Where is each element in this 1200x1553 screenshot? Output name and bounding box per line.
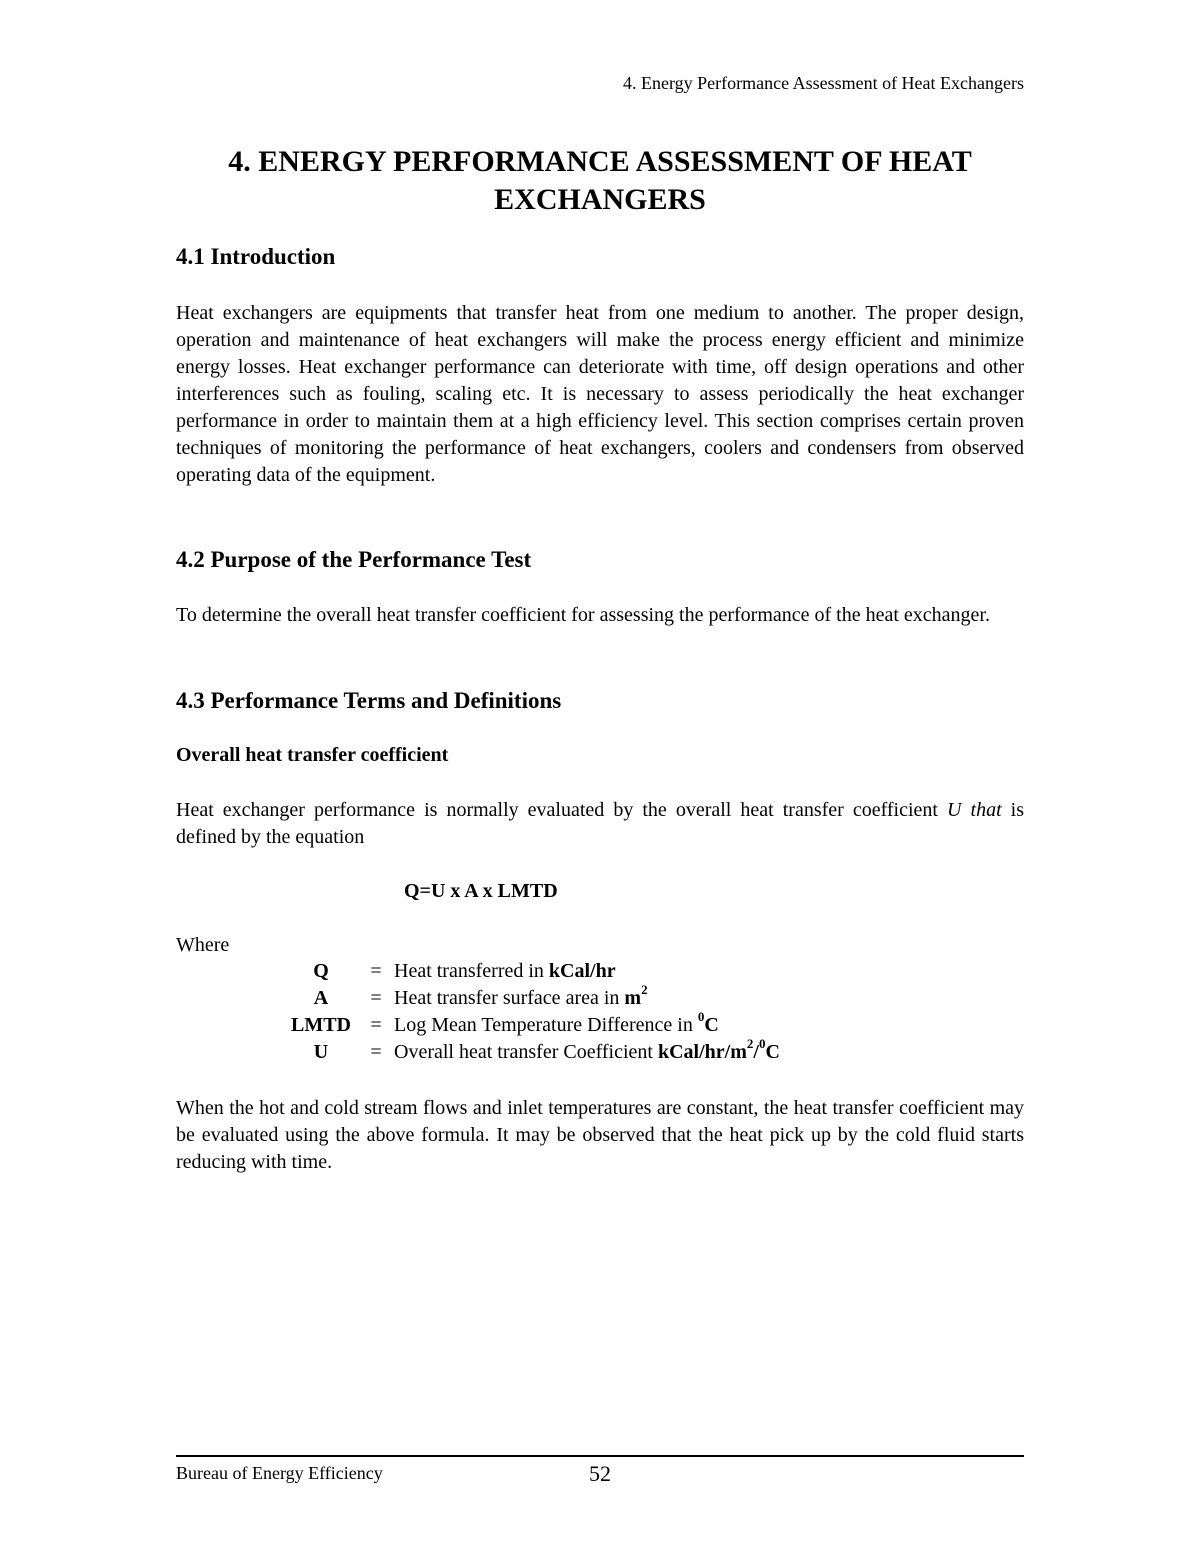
definition-row-u: [276, 1036, 976, 1066]
section-heading-purpose: 4.2 Purpose of the Performance Test: [176, 547, 532, 572]
section-heading-introduction: 4.1 Introduction: [176, 244, 336, 269]
unit: kCal/hr: [548, 960, 616, 982]
unit: kCal/hr/m: [657, 1041, 747, 1063]
chapter-title-line-2: EXCHANGERS: [494, 183, 706, 216]
unit-superscript: 0: [697, 1009, 705, 1025]
definition-text: [394, 1009, 719, 1039]
equals-sign: =: [370, 1014, 382, 1036]
equals-sign: =: [370, 960, 382, 982]
unit: m: [624, 987, 642, 1009]
definition-row-a: [276, 982, 976, 1012]
definition-text: [394, 1036, 780, 1066]
subheading-overall-coefficient: Overall heat transfer coefficient: [176, 744, 449, 766]
unit: C: [704, 1014, 719, 1036]
symbol: LMTD: [291, 1014, 351, 1036]
running-header: 4. Energy Performance Assessment of Heat Exchangers: [622, 73, 1024, 93]
document-page: [176, 0, 1024, 1553]
introduction-paragraph: Heat exchangers are equipments that transfer heat from one medium to another. The proper design, operation and maintenance of heat exchangers will make the process energy efficient and minimize energy losses. Heat exchanger performance can deteriorate with time, off design operations and other interferences such as fouling, scaling etc. It is necessary to assess periodically the heat exchanger performance in order to maintain them at a high efficiency level. This section comprises certain proven techniques of monitoring the performance of heat exchangers, coolers and condensers from observed operating data of the equipment.: [176, 302, 1024, 486]
definition-text: [394, 958, 616, 985]
lmtd-equation: Q=U x A x LMTD: [404, 880, 558, 902]
definition-row-lmtd: [276, 1009, 976, 1039]
definition-description: Heat transfer surface area in: [394, 987, 625, 1009]
definition-intro-end: is defined by the equation: [176, 799, 1025, 848]
unit-superscript: 2: [746, 1036, 754, 1052]
chapter-title: [176, 143, 1024, 219]
definition-description: Overall heat transfer Coefficient: [394, 1041, 658, 1063]
page-number: 52: [589, 1461, 611, 1486]
purpose-paragraph: To determine the overall heat transfer coefficient for assessing the performance of the heat exchanger.: [176, 604, 990, 626]
definition-description: Heat transferred in: [394, 960, 549, 982]
definition-text: [394, 982, 648, 1012]
symbol: U: [313, 1041, 329, 1063]
unit-separator: /: [753, 1041, 759, 1063]
definition-intro: Heat exchanger performance is normally evaluated by the overall heat transfer coefficient: [176, 799, 938, 821]
footer-organization: Bureau of Energy Efficiency: [176, 1463, 383, 1483]
equals-sign: =: [370, 1041, 382, 1063]
variable-u: U that: [947, 799, 1002, 821]
footer-divider: [176, 1455, 1024, 1457]
definition-description: Log Mean Temperature Difference in: [394, 1014, 698, 1036]
section-heading-terms: 4.3 Performance Terms and Definitions: [176, 688, 562, 713]
symbol: A: [313, 987, 329, 1009]
unit-end: C: [765, 1041, 780, 1063]
equals-sign: =: [370, 987, 382, 1009]
where-label: Where: [176, 934, 230, 956]
definition-row-q: [276, 958, 976, 985]
chapter-title-line-1: 4. ENERGY PERFORMANCE ASSESSMENT OF HEAT: [228, 145, 972, 178]
unit-superscript-degree: 0: [758, 1036, 766, 1052]
symbol-definitions: [276, 958, 976, 1066]
definition-paragraph: [176, 797, 1024, 851]
symbol: Q: [313, 960, 329, 982]
closing-paragraph: When the hot and cold stream flows and inlet temperatures are constant, the heat transfer coefficient may be evaluated using the above formula. It may be observed that the heat pick up by the cold fluid starts reducing with time.: [176, 1097, 1024, 1173]
unit-superscript: 2: [641, 982, 648, 998]
